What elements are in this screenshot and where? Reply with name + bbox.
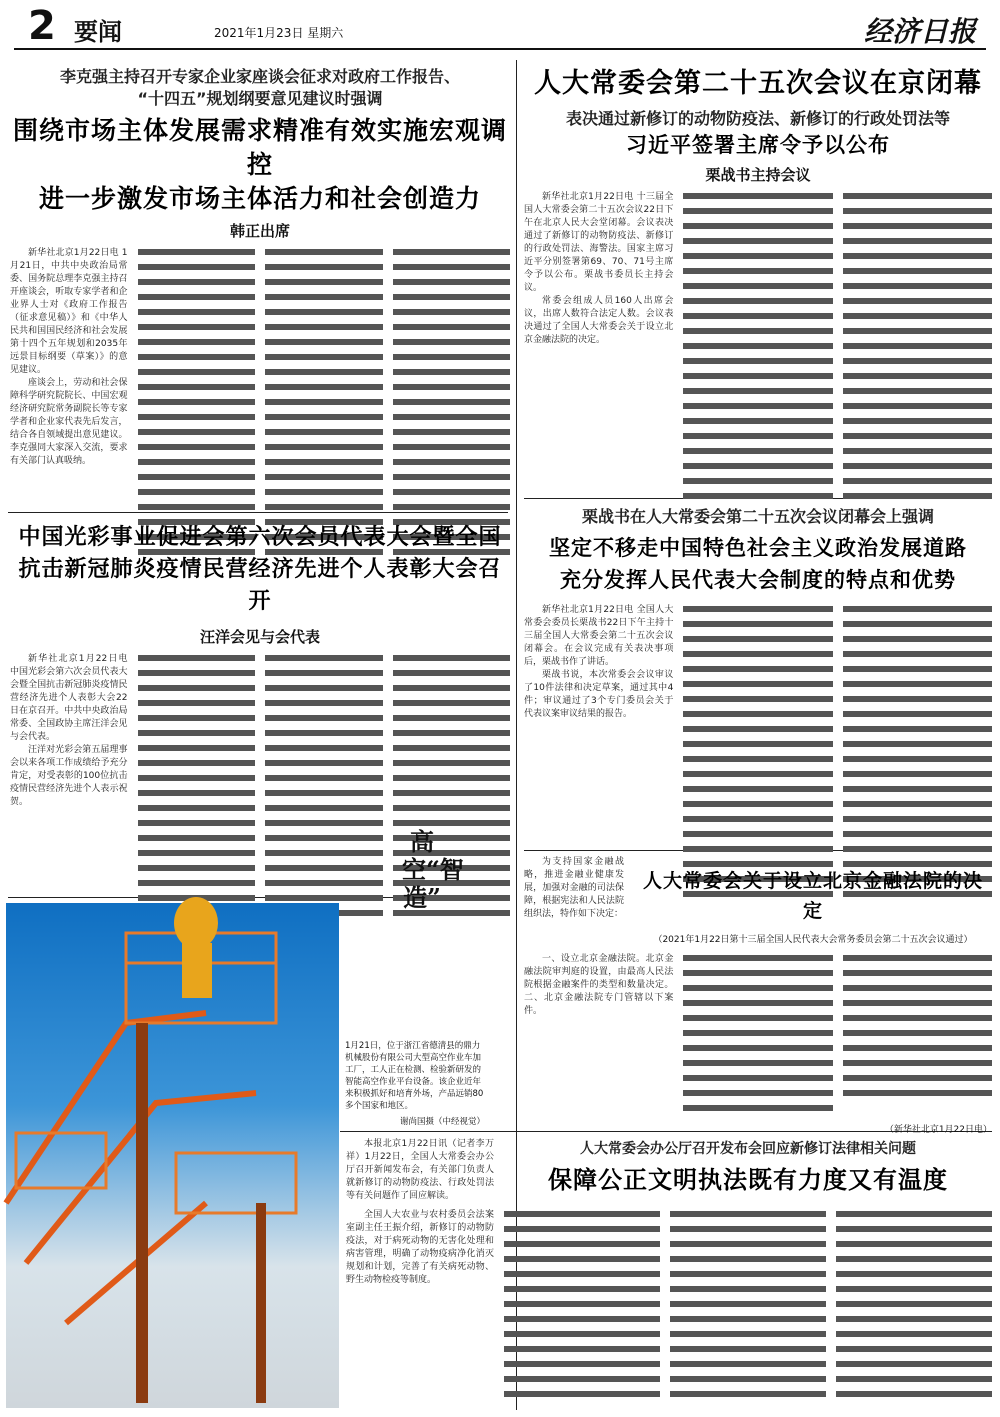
subhead: （2021年1月22日第十三届全国人民代表大会常务委员会第二十五次会议通过） [653, 935, 973, 945]
headline: 围绕市场主体发展需求精准有效实施宏观调控 [12, 116, 507, 179]
news-photo [6, 903, 339, 1408]
body-text: 常委会组成人员160人出席会议，出席人数符合法定人数。会议表决通过了全国人大常委会关于设立北京金融法院的决定。 [524, 296, 674, 345]
lead-text: 新华社北京1月22日电 全国人大常委会委员长栗战书22日下午主持十三届全国人大常委会第二十五次会议闭幕会。在会议完成有关表决事项后，栗战书作了讲话。 [524, 605, 674, 667]
headline: 充分发挥人民代表大会制度的特点和优势 [560, 568, 956, 592]
article-beijing-financial-court [524, 856, 992, 1135]
body-text: 座谈会上，劳动和社会保障科学研究院院长、中国宏观经济研究院常务副院长等专家学者和企业家代表先后发言，结合各自领域提出意见建议。李克强同大家深入交流，要求有关部门认真吸纳。 [10, 378, 128, 466]
byline: 韩正出席 [229, 222, 290, 240]
intro-text: 为支持国家金融战略，推进金融业健康发展，加强对金融的司法保障，根据宪法和人民法院组织法，特作如下决定： [524, 857, 624, 919]
photo-title: 高空“智造” [402, 827, 464, 912]
body-text: 全国人大农业与农村委员会法案室副主任王振介绍，新修订的动物防疫法，对于病死动物的无害化处理和病害管理，明确了动物疫病净化消灭规划和计划，完善了有关病死动物、野生动物检疫等制度。 [346, 1210, 494, 1285]
lead-text: 新华社北京1月22日电 1月21日，中共中央政治局常委、国务院总理李克强主持召开座谈会，听取专家学者和企业界人士对《政府工作报告（征求意见稿）》和《中华人民共和国国民经济和社会发展第十四个五年规划和2035年远景目标纲要（草案）》的意见建议。 [10, 248, 128, 375]
lead-text: 新华社北京1月22日电 十三届全国人大常委会第二十五次会议22日下午在北京人民大会堂闭幕。会议表决通过了新修订的动物防疫法、新修订的行政处罚法、海警法。国家主席习近平分别签署第69、70、71号主席令予以公布。栗战书委员长主持会议。 [524, 192, 674, 293]
article-li-zhanshu-speech [524, 506, 992, 844]
body-text: 栗战书说，本次常委会会议审议了10件法律和决定草案，通过其中4件；审议通过了3个专门委员会关于代表议案审议结果的报告。 [524, 670, 674, 719]
kicker: 人大常委会办公厅召开发布会回应新修订法律相关问题 [580, 1141, 916, 1157]
lead-text: 本报北京1月22日讯（记者李万祥）1月22日，全国人大常委会办公厅召开新闻发布会，有关部门负责人就新修订的动物防疫法、行政处罚法等有关问题作了回应解读。 [346, 1139, 494, 1201]
lead-text: 新华社北京1月22日电 中国光彩会第六次会员代表大会暨全国抗击新冠肺炎疫情民营经济先进个人表彰大会22日在京召开。中共中央政治局常委、全国政协主席汪洋会见与会代表。 [10, 654, 128, 742]
subhead: 表决通过新修订的动物防疫法、新修订的行政处罚法等 [565, 109, 950, 128]
headline: 进一步激发市场主体活力和社会创造力 [38, 184, 481, 213]
headline: 抗击新冠肺炎疫情民营经济先进个人表彰大会召开 [18, 557, 502, 614]
article-premier-symposium [10, 66, 510, 506]
headline: 坚定不移走中国特色社会主义政治发展道路 [549, 536, 967, 560]
page-date: 2021年1月23日 星期六 [214, 26, 344, 40]
headline: 人大常委会关于设立北京金融法院的决定 [642, 870, 983, 922]
body-text: 汪洋对光彩会第五届理事会以来各项工作成绩给予充分肯定，对受表彰的100位抗击疫情民营经济先进个人表示祝贺。 [10, 745, 128, 807]
photo-credit: 谢尚国摄（中经视觉） [399, 1117, 485, 1127]
paper-logo: 经济日报 [863, 15, 976, 48]
page-section: 要闻 [74, 17, 122, 46]
article-npc-press-conference [346, 1138, 992, 1410]
subhead: 习近平签署主席令予以公布 [626, 133, 890, 157]
body-text: 一、设立北京金融法院。北京金融法院审判庭的设置，由最高人民法院根据金融案件的类型和数量决定。二、北京金融法院专门管辖以下案件。 [524, 954, 674, 1016]
photo-caption [345, 1040, 485, 1128]
kicker: 栗战书在人大常委会第二十五次会议闭幕会上强调 [581, 507, 934, 526]
aerial-platform-image [6, 903, 339, 1408]
kicker: 李克强主持召开专家企业家座谈会征求对政府工作报告、 [59, 67, 460, 86]
headline: 人大常委会第二十五次会议在京闭幕 [534, 68, 982, 99]
byline: 栗战书主持会议 [705, 166, 811, 184]
headline: 中国光彩事业促进会第六次会员代表大会暨全国 [18, 525, 502, 550]
caption-text: 1月21日，位于浙江省德清县的鼎力机械股份有限公司大型高空作业车加工厂，工人正在检测、检验新研发的智能高空作业平台设备。该企业近年来积极抓好和培育外场，产品远销80多个国家和地区。 [345, 1041, 484, 1111]
byline: 汪洋会见与会代表 [199, 628, 320, 646]
masthead [14, 3, 986, 50]
article-npc-session-closes [524, 66, 992, 492]
kicker: “十四五”规划纲要意见建议时强调 [137, 89, 383, 108]
dateline: （新华社北京1月22日电） [884, 1125, 992, 1135]
headline: 保障公正文明执法既有力度又有温度 [548, 1166, 948, 1194]
page-number: 2 [28, 3, 56, 49]
